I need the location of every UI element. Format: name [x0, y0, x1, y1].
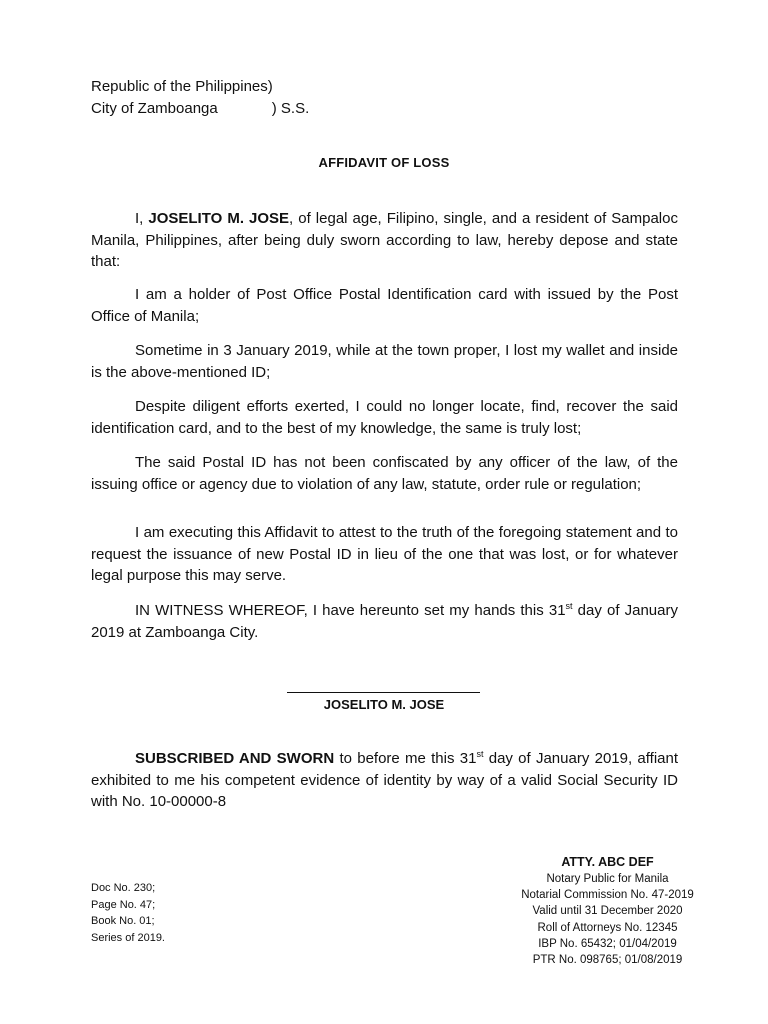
intro-paragraph	[91, 208, 678, 273]
jurat-paragraph	[91, 748, 678, 813]
notary-line: Notarial Commission No. 47-2019	[521, 889, 694, 902]
jurat-text-end: day of January 2019, affiant exhibited to me his competent evidence of identity by way of a valid Social Security ID with No. 10-00000-8	[91, 750, 678, 811]
series-year: Series of 2019.	[91, 931, 165, 944]
intro-text-end: , of legal age, Filipino, single, and a resident of Sampaloc Manila, Philippines, after being duly sworn according to law, hereby depose and state that:	[91, 210, 678, 271]
intro-text-start: I,	[135, 210, 149, 227]
jurat-text-start: to before me this 31	[334, 750, 477, 767]
witness-paragraph	[91, 600, 678, 643]
jurat-heading: SUBSCRIBED AND SWORN	[135, 750, 335, 767]
notary-block	[470, 853, 745, 968]
page-number: Page No. 47;	[91, 898, 156, 911]
affiant-name: JOSELITO M. JOSE	[148, 210, 290, 227]
body-paragraph-lost-wallet: Sometime in 3 January 2019, while at the town proper, I lost my wallet and inside is the above-mentioned ID;	[91, 342, 678, 381]
city-name: City of Zamboanga	[91, 100, 218, 117]
signatory-name: JOSELITO M. JOSE	[323, 697, 445, 712]
notary-line: Roll of Attorneys No. 12345	[537, 921, 678, 934]
ss-marker: ) S.S.	[271, 100, 310, 117]
doc-number: Doc No. 230;	[91, 882, 156, 894]
book-number: Book No. 01;	[91, 915, 155, 927]
jurat-ordinal: st	[476, 749, 484, 759]
doc-info-block	[91, 880, 165, 946]
body-paragraph-purpose: I am executing this Affidavit to attest to the truth of the foregoing statement and to request the issuance of new Postal ID in lieu of the one that was lost, or for whatever legal purpose this may serve.	[91, 524, 678, 585]
notary-line: PTR No. 098765; 01/08/2019	[532, 954, 683, 967]
body-paragraph-not-confiscated: The said Postal ID has not been confiscated by any officer of the law, of the issuing office or agency due to violation of any law, statute, order rule or regulation;	[91, 454, 678, 493]
witness-text-start: IN WITNESS WHEREOF, I have hereunto set my hands this 31	[135, 602, 566, 619]
notary-name: ATTY. ABC DEF	[561, 855, 654, 869]
jurisdiction-republic: Republic of the Philippines)	[91, 78, 273, 95]
body-paragraph-diligent-efforts: Despite diligent efforts exerted, I could no longer locate, find, recover the said identification card, and to the best of my knowledge, the same is truly lost;	[91, 398, 678, 437]
document-title: AFFIDAVIT OF LOSS	[318, 155, 450, 170]
signature-line	[287, 692, 480, 693]
notary-line: Notary Public for Manila	[546, 873, 669, 885]
body-paragraph-holder: I am a holder of Post Office Postal Identification card with issued by the Post Office of Manila;	[91, 286, 678, 325]
notary-line: Valid until 31 December 2020	[532, 905, 683, 918]
jurisdiction-city	[91, 98, 309, 120]
witness-text-end: day of January 2019 at Zamboanga City.	[91, 602, 678, 641]
witness-ordinal: st	[565, 601, 573, 611]
notary-line: IBP No. 65432; 01/04/2019	[538, 937, 677, 950]
